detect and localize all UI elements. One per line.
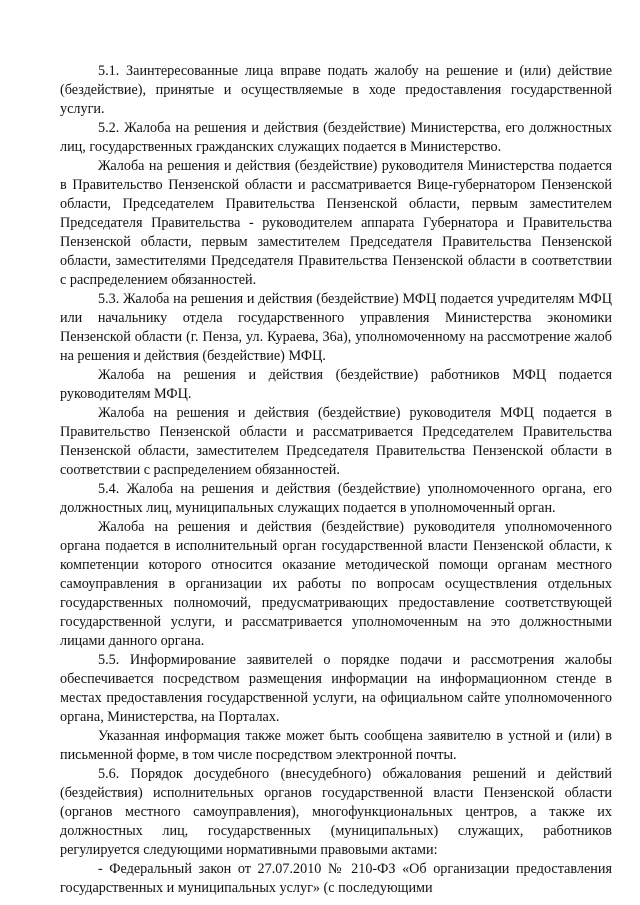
paragraph-ministry-head-complaint: Жалоба на решения и действия (бездействие) руководителя Министерства подается в Правительство Пензенской области и рассматривается Вице-губернатором Пензенской области, Председателем Правительства Пензенской области, первым заместителем Председателя Правительства - руководителем аппарата Губернатора и Правительства Пензенской области, первым заместителем Председателя Правительства Пензенской области, заместителями Председателя Правительства Пензенской области в соответствии с распределением обязанностей. — [60, 158, 612, 288]
paragraph-5-5: 5.5. Информирование заявителей о порядке подачи и рассмотрения жалобы обеспечивается посредством размещения информации на информационном стенде в местах предоставления государственной услуги, на официальном сайте уполномоченного органа, Министерства, на Порталах. — [60, 652, 612, 725]
paragraph-mfc-workers-complaint: Жалоба на решения и действия (бездействие) работников МФЦ подается руководителям МФЦ. — [60, 367, 612, 402]
paragraph-oral-written-info: Указанная информация также может быть сообщена заявителю в устной и (или) в письменной форме, в том числе посредством электронной почты. — [60, 728, 612, 763]
paragraph-5-6: 5.6. Порядок досудебного (внесудебного) обжалования решений и действий (бездействия) исполнительных органов государственной власти Пензенской области (органов местного самоуправления), многофункциональных центров, а также их должностных лиц, государственных (муниципальных) служащих, работников регулируется следующими нормативными правовыми актами: — [60, 766, 612, 858]
paragraph-mfc-head-complaint: Жалоба на решения и действия (бездействие) руководителя МФЦ подается в Правительство Пензенской области и рассматривается Председателем Правительства Пензенской области, заместителем Председателя Правительства Пензенской области в соответствии с распределением обязанностей. — [60, 405, 612, 478]
paragraph-5-3: 5.3. Жалоба на решения и действия (бездействие) МФЦ подается учредителям МФЦ или начальнику отдела государственного управления Министерства экономики Пензенской области (г. Пенза, ул. Кураева, 36а), уполномоченному на рассмотрение жалоб на решения и действия (бездействие) МФЦ. — [60, 291, 612, 364]
paragraph-5-2: 5.2. Жалоба на решения и действия (бездействие) Министерства, его должностных лиц, государственных гражданских служащих подается в Министерство. — [60, 120, 612, 155]
paragraph-5-4: 5.4. Жалоба на решения и действия (бездействие) уполномоченного органа, его должностных лиц, муниципальных служащих подается в уполномоченный орган. — [60, 481, 612, 516]
paragraph-authorized-body-head-complaint: Жалоба на решения и действия (бездействие) руководителя уполномоченного органа подается в исполнительный орган государственной власти Пензенской области, к компетенции которого относится оказание методической помощи органам местного самоуправления в организации их работы по вопросам осуществления отдельных государственных полномочий, предусматривающих предоставление соответствующей государственной услуги, и рассматривается уполномоченным на это должностными лицами данного органа. — [60, 519, 612, 649]
paragraph-5-1: 5.1. Заинтересованные лица вправе подать жалобу на решение и (или) действие (бездействие), принятые и осуществляемые в ходе предоставления государственной услуги. — [60, 63, 612, 117]
document-page — [60, 62, 612, 898]
paragraph-federal-law-item: - Федеральный закон от 27.07.2010 № 210-ФЗ «Об организации предоставления государственных и муниципальных услуг» (с последующими — [60, 861, 612, 896]
